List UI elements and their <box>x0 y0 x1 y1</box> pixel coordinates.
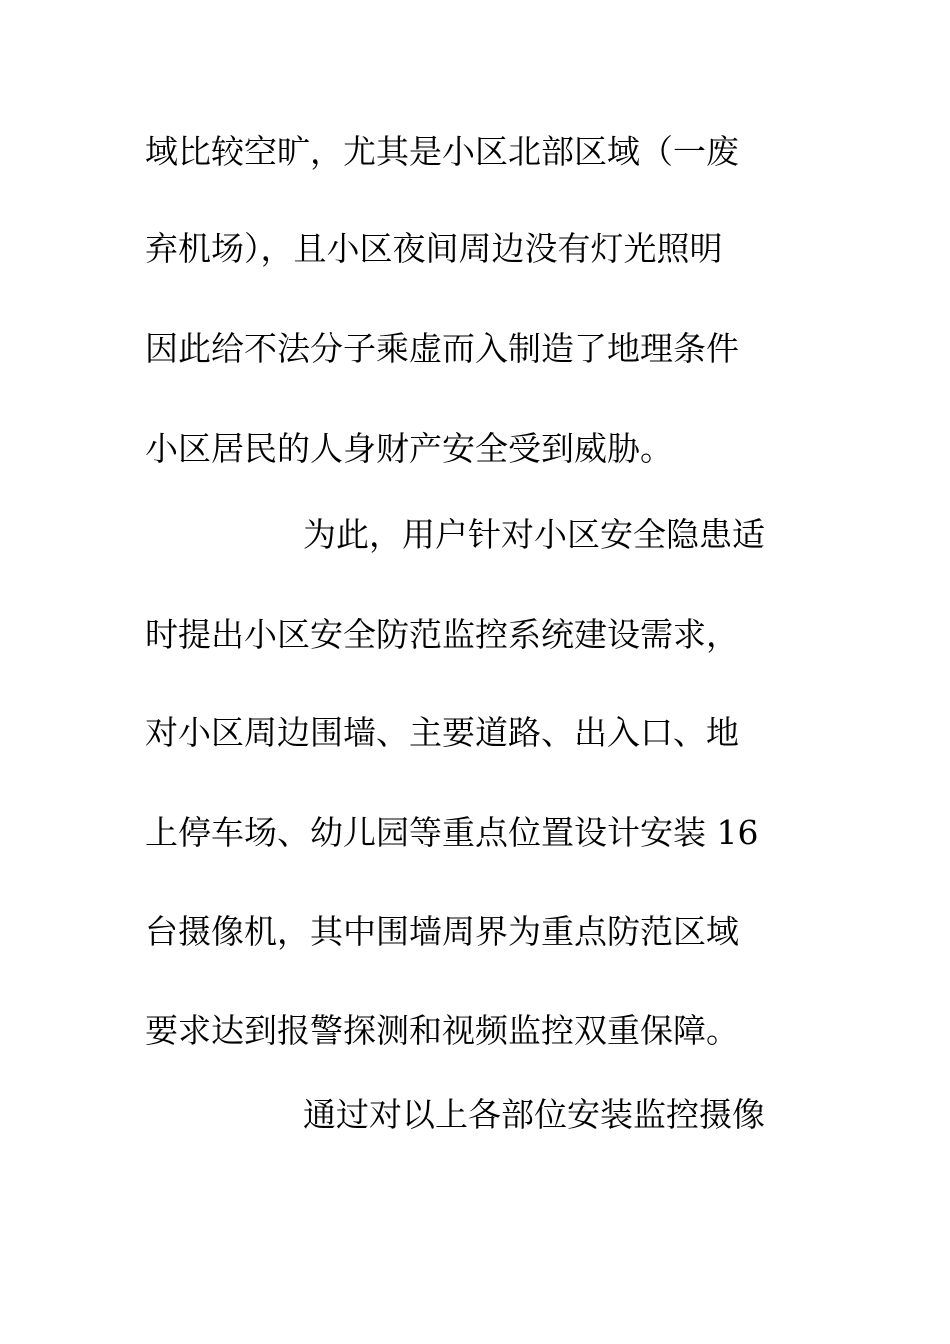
text-line-7: 对小区周边围墙、主要道路、出入口、地 <box>145 713 739 752</box>
text-line-5-paragraph-start: 为此，用户针对小区安全隐患适 <box>303 515 765 554</box>
text-line-1: 域比较空旷，尤其是小区北部区域（一废 <box>145 132 739 171</box>
text-line-8: 上停车场、幼儿园等重点位置设计安装 16 <box>145 813 759 852</box>
text-line-9: 台摄像机，其中围墙周界为重点防范区域 <box>145 912 739 951</box>
text-line-4: 小区居民的人身财产安全受到威胁。 <box>145 429 673 468</box>
text-line-11-paragraph-start: 通过对以上各部位安装监控摄像 <box>303 1095 765 1134</box>
text-line-2: 弃机场），且小区夜间周边没有灯光照明 <box>145 229 723 268</box>
text-line-3: 因此给不法分子乘虚而入制造了地理条件 <box>145 329 739 368</box>
text-line-6: 时提出小区安全防范监控系统建设需求， <box>145 615 739 654</box>
text-line-10: 要求达到报警探测和视频监控双重保障。 <box>145 1011 739 1050</box>
